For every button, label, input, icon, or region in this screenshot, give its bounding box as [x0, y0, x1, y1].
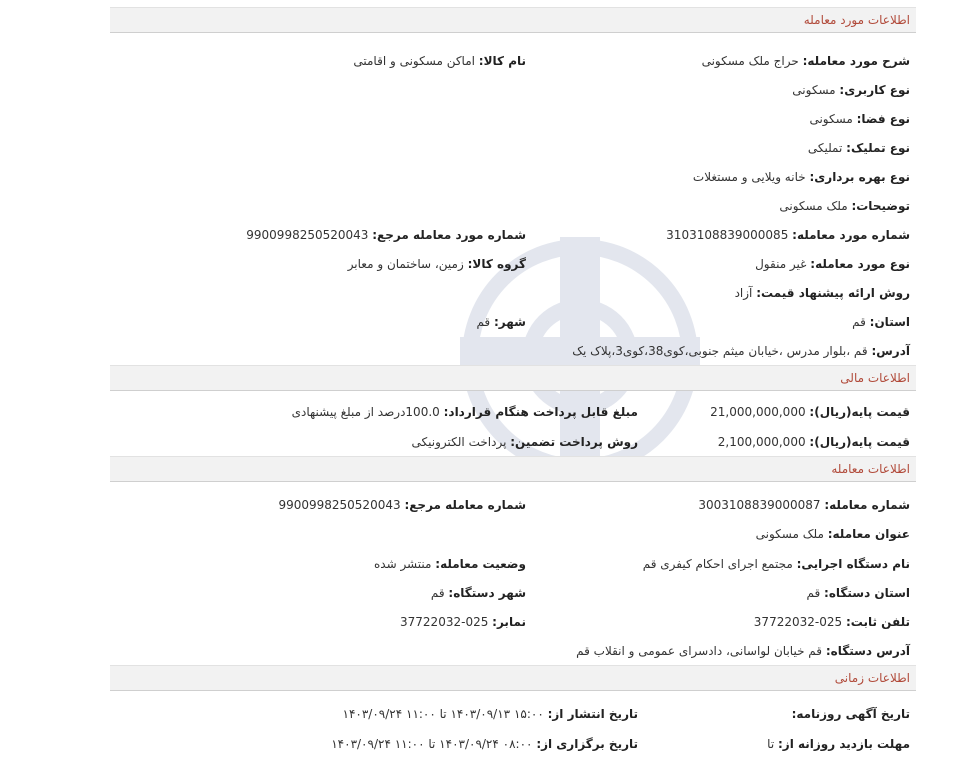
field-label: استان: — [869, 315, 910, 329]
holding-date-row — [331, 734, 638, 754]
field-label: روش ارائه پیشنهاد قیمت: — [756, 286, 910, 300]
field-value: ملک مسکونی — [779, 199, 848, 213]
field-value: قم ،بلوار مدرس ،خیابان میثم جنوبی،کوی38،کوی3،پلاک یک — [572, 344, 868, 358]
field-value: قم خیابان لواسانی، دادسرای عمومی و انقلاب قم — [576, 644, 823, 658]
guarantee-method-row — [412, 432, 638, 452]
field-value: زمین، ساختمان و معابر — [347, 257, 464, 271]
daily-visit-row — [767, 734, 910, 754]
notes-row — [779, 196, 910, 216]
field-value: اماکن مسکونی و اقامتی — [353, 54, 475, 68]
field-label: شماره مورد معامله مرجع: — [372, 228, 526, 242]
field-value: 3103108839000085 — [666, 228, 789, 242]
city-row — [476, 312, 526, 332]
field-label: شهر: — [494, 315, 526, 329]
space-type-row — [809, 109, 910, 129]
field-value: 025-37722032 — [400, 615, 489, 629]
field-value: تا — [767, 737, 775, 751]
field-label: آدرس: — [871, 344, 910, 358]
province-row — [852, 312, 910, 332]
contract-payment-row — [292, 402, 638, 422]
section-deal-info-header — [110, 7, 916, 33]
field-value: 2,100,000,000 — [717, 435, 806, 449]
section-title: اطلاعات معامله — [831, 462, 910, 476]
field-value: آزاد — [734, 286, 753, 300]
field-label: شرح مورد معامله: — [802, 54, 910, 68]
deal-kind-row — [755, 254, 910, 274]
goods-group-row — [348, 254, 526, 274]
field-label: شماره معامله مرجع: — [404, 498, 526, 512]
deal-desc-row — [702, 51, 910, 71]
field-label: تاریخ برگزاری از: — [536, 737, 638, 751]
field-value: خانه ویلایی و مستغلات — [692, 170, 806, 184]
field-value: ۰۸:۰۰ ۱۴۰۳/۰۹/۲۴ تا ۱۱:۰۰ ۱۴۰۳/۰۹/۲۴ — [331, 737, 533, 751]
field-value: 025-37722032 — [753, 615, 843, 629]
field-label: تاریخ انتشار از: — [547, 707, 638, 721]
field-label: توضیحات: — [851, 199, 910, 213]
field-value: 3003108839000087 — [698, 498, 821, 512]
executive-org-row — [643, 554, 910, 574]
field-label: نوع بهره برداری: — [809, 170, 910, 184]
deal-ref-number-row — [246, 225, 526, 245]
price-method-row — [735, 283, 910, 303]
field-value: غیر منقول — [755, 257, 807, 271]
transaction-status-row — [374, 554, 526, 574]
field-value: قم — [806, 586, 821, 600]
field-label: مبلغ قابل پرداخت هنگام قرارداد: — [443, 405, 638, 419]
field-label: روش پرداخت تضمین: — [510, 435, 638, 449]
phone-row — [754, 612, 910, 632]
field-label: تلفن ثابت: — [845, 615, 910, 629]
fax-row — [400, 612, 526, 632]
org-address-row — [576, 641, 910, 661]
field-value: 9900998250520043 — [246, 228, 369, 242]
field-value: تملیکی — [807, 141, 843, 155]
field-label: نوع کاربری: — [839, 83, 910, 97]
field-label: نام کالا: — [478, 54, 526, 68]
field-label: استان دستگاه: — [824, 586, 910, 600]
field-value: ملک مسکونی — [755, 527, 824, 541]
newspaper-date-row — [792, 704, 910, 724]
ownership-type-row — [808, 138, 910, 158]
transaction-ref-row — [278, 495, 526, 515]
field-label: شماره مورد معامله: — [792, 228, 910, 242]
field-value: 9900998250520043 — [278, 498, 401, 512]
field-label: عنوان معامله: — [827, 527, 910, 541]
section-title: اطلاعات زمانی — [834, 671, 910, 685]
field-value: حراج ملک مسکونی — [701, 54, 799, 68]
field-label: شهر دستگاه: — [448, 586, 526, 600]
exploitation-type-row — [693, 167, 910, 187]
base-price-row — [710, 402, 910, 422]
field-label: نوع تملیک: — [846, 141, 910, 155]
field-label: نام دستگاه اجرایی: — [796, 557, 910, 571]
org-province-row — [806, 583, 910, 603]
section-timing-header — [110, 665, 916, 691]
field-label: نوع فضا: — [856, 112, 910, 126]
section-title: اطلاعات مالی — [840, 371, 910, 385]
section-title: اطلاعات مورد معامله — [803, 13, 910, 27]
field-value: مسکونی — [809, 112, 853, 126]
field-label: گروه کالا: — [467, 257, 526, 271]
field-value: پرداخت الکترونیکی — [411, 435, 507, 449]
org-city-row — [431, 583, 526, 603]
transaction-number-row — [698, 495, 910, 515]
deal-number-row — [666, 225, 910, 245]
field-label: شماره معامله: — [824, 498, 910, 512]
field-label: وضعیت معامله: — [435, 557, 526, 571]
field-label: مهلت بازدید روزانه از: — [778, 737, 910, 751]
field-value: منتشر شده — [373, 557, 432, 571]
field-value: 100.0درصد از مبلغ پیشنهادی — [291, 405, 440, 419]
field-value: مسکونی — [792, 83, 836, 97]
section-transaction-header — [110, 456, 916, 482]
field-label: قیمت پایه(ریال): — [809, 435, 910, 449]
transaction-title-row — [756, 524, 910, 544]
field-label: تاریخ آگهی روزنامه: — [791, 707, 910, 721]
address-row — [572, 341, 910, 361]
publish-date-row — [343, 704, 638, 724]
goods-name-row — [353, 51, 526, 71]
field-label: نوع مورد معامله: — [810, 257, 910, 271]
field-value: ۱۵:۰۰ ۱۴۰۳/۰۹/۱۳ تا ۱۱:۰۰ ۱۴۰۳/۰۹/۲۴ — [342, 707, 544, 721]
field-value: مجتمع اجرای احکام کیفری قم — [642, 557, 793, 571]
field-label: نمابر: — [492, 615, 526, 629]
field-label: قیمت پایه(ریال): — [809, 405, 910, 419]
field-value: 21,000,000,000 — [710, 405, 806, 419]
field-value: قم — [476, 315, 491, 329]
section-financial-header — [110, 365, 916, 391]
usage-type-row — [792, 80, 910, 100]
field-value: قم — [430, 586, 445, 600]
deal-details-panel — [110, 7, 916, 765]
field-value: قم — [852, 315, 866, 329]
guarantee-price-row — [718, 432, 910, 452]
field-label: آدرس دستگاه: — [825, 644, 910, 658]
